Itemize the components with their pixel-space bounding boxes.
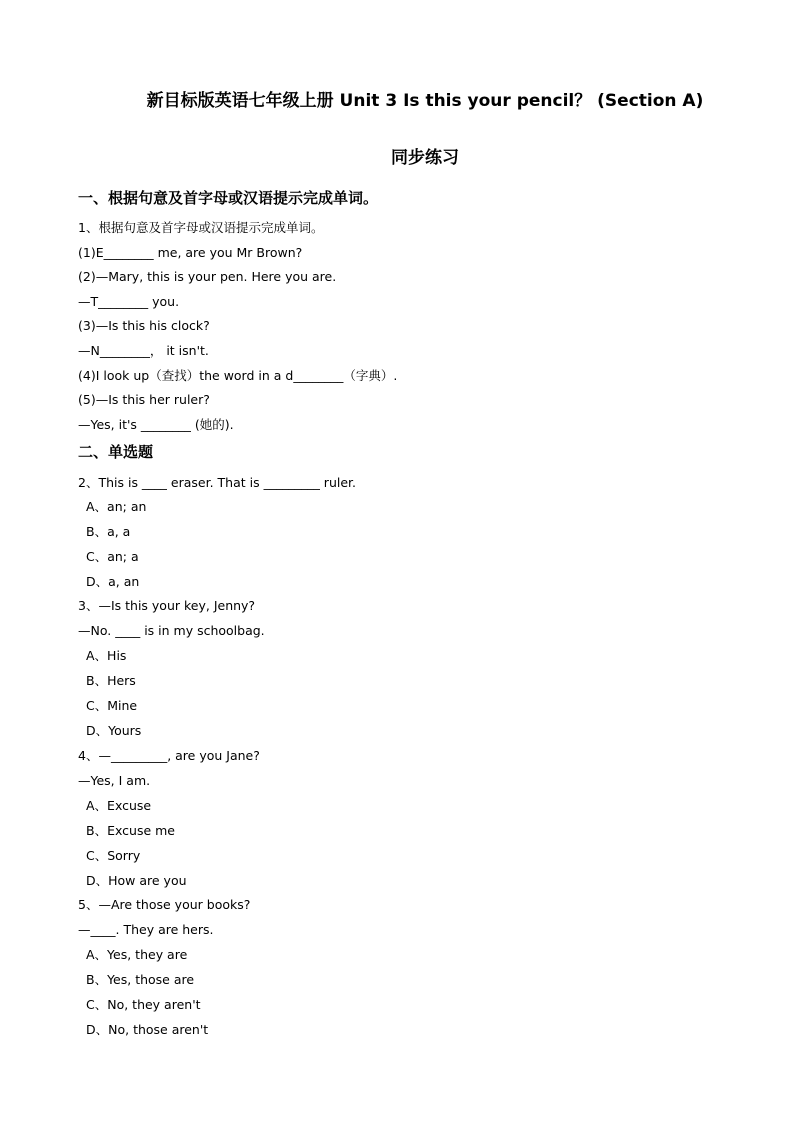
option-d: D、How are you [86, 873, 187, 888]
question-stem: 2、This is ____ eraser. That is _________ ruler. [78, 475, 356, 490]
question-stem: —No. ____ is in my schoolbag. [78, 623, 265, 638]
section-1-heading: 一、根据句意及首字母或汉语提示完成单词。 [78, 189, 379, 207]
option-b: B、Hers [86, 673, 136, 688]
question-stem: —Yes, I am. [78, 773, 151, 788]
fill-line: —N________， it isn't. [78, 343, 209, 358]
question-stem: 3、—Is this your key, Jenny? [78, 598, 256, 613]
option-b: B、Excuse me [86, 823, 175, 838]
option-c: C、an; a [86, 549, 139, 564]
option-b: B、Yes, those are [86, 972, 195, 987]
fill-line: (5)—Is this her ruler? [78, 392, 210, 407]
fill-line: (4)I look up（查找）the word in a d________（字典）. [78, 368, 398, 383]
fill-line: (3)—Is this his clock? [78, 318, 210, 333]
option-a: A、Excuse [86, 798, 152, 813]
option-c: C、Sorry [86, 848, 141, 863]
option-b: B、a, a [86, 524, 131, 539]
option-c: C、No, they aren't [86, 997, 201, 1012]
question-stem: 5、—Are those your books? [78, 897, 251, 912]
section-1-instruction: 1、根据句意及首字母或汉语提示完成单词。 [78, 220, 324, 235]
section-2-heading: 二、单选题 [78, 443, 154, 461]
option-c: C、Mine [86, 698, 138, 713]
fill-line: (2)—Mary, this is your pen. Here you are. [78, 269, 337, 284]
fill-line: —T________ you. [78, 294, 180, 309]
fill-line: —Yes, it's ________ (她的). [78, 417, 234, 432]
fill-line: (1)E________ me, are you Mr Brown? [78, 245, 303, 260]
option-d: D、Yours [86, 723, 142, 738]
document-title: 新目标版英语七年级上册 Unit 3 Is this your pencil？ (Section A) [146, 91, 704, 111]
option-d: D、a, an [86, 574, 140, 589]
option-d: D、No, those aren't [86, 1022, 209, 1037]
option-a: A、an; an [86, 499, 147, 514]
document-subtitle: 同步练习 [391, 148, 459, 168]
option-a: A、Yes, they are [86, 947, 188, 962]
option-a: A、His [86, 648, 127, 663]
question-stem: —____. They are hers. [78, 922, 214, 937]
question-stem: 4、—_________, are you Jane? [78, 748, 260, 763]
